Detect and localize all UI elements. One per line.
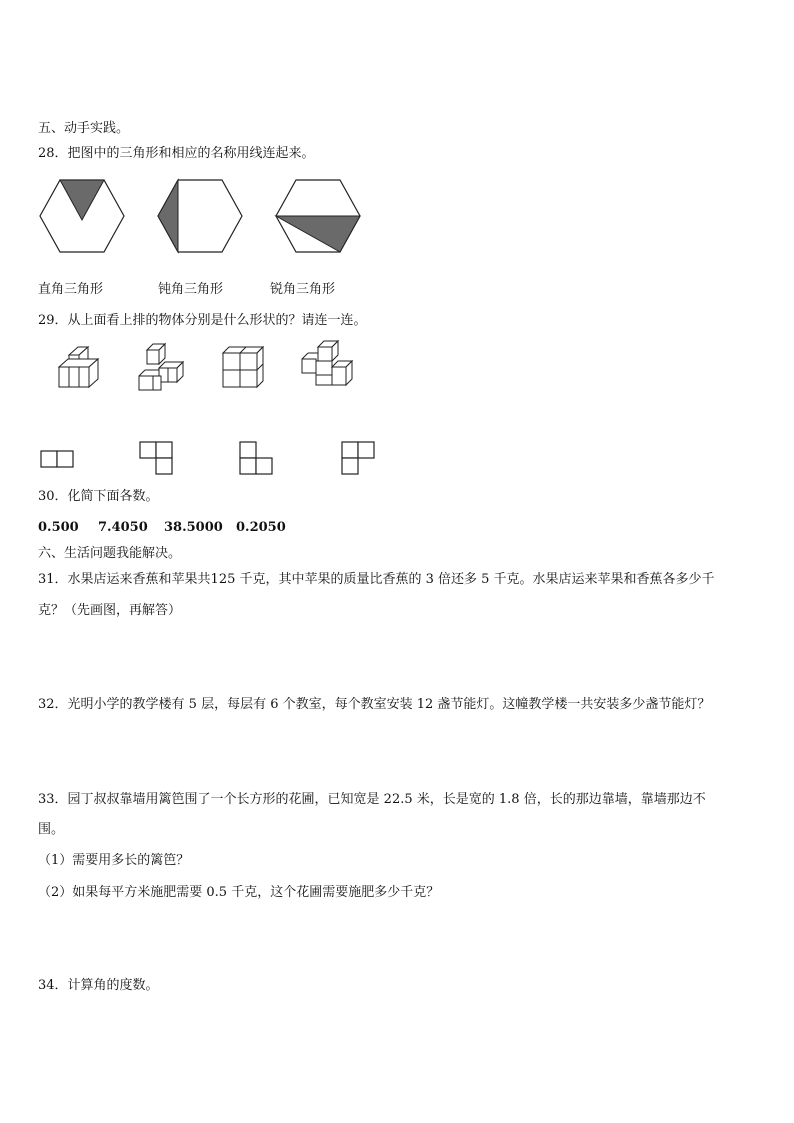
hexagon-figure-acute-triangle <box>274 176 364 256</box>
number-item-2: 7.4050 <box>98 520 148 535</box>
number-item-1: 0.500 <box>38 520 79 535</box>
top-view-shape-b <box>138 440 178 478</box>
number-item-4: 0.2050 <box>236 520 286 535</box>
label-acute-triangle: 锐角三角形 <box>270 282 336 297</box>
label-obtuse-triangle: 钝角三角形 <box>158 282 224 297</box>
label-right-triangle: 直角三角形 <box>38 282 104 297</box>
question-31-line-1: 31．水果店运来香蕉和苹果共125 千克，其中苹果的质量比香蕉的 3 倍还多 5 千克。水果店运来苹果和香蕉各多少千 <box>38 572 715 587</box>
question-33-sub-2: （2）如果每平方米施肥需要 0.5 千克，这个花圃需要施肥多少千克？ <box>38 885 440 900</box>
question-30-text: 30．化简下面各数。 <box>38 489 159 504</box>
question-28-text: 28．把图中的三角形和相应的名称用线连起来。 <box>38 146 315 161</box>
question-33-line-1: 33．园丁叔叔靠墙用篱笆围了一个长方形的花圃，已知宽是 22.5 米，长是宽的 1.8 倍，长的那边靠墙，靠墙那边不 <box>38 792 706 807</box>
top-view-shape-a <box>39 448 77 470</box>
shaded-triangle <box>158 180 178 252</box>
section-five-title: 五、动手实践。 <box>38 121 130 136</box>
cube-stack-figure-2 <box>135 340 187 396</box>
question-34-text: 34．计算角的度数。 <box>38 978 159 993</box>
cube-stack-figure-4 <box>298 337 354 393</box>
number-item-3: 38.5000 <box>164 520 223 535</box>
question-31-line-2: 克？（先画图，再解答） <box>38 603 182 618</box>
question-29-text: 29．从上面看上排的物体分别是什么形状的？请连一连。 <box>38 313 367 328</box>
cube-stack-figure-1 <box>55 343 105 393</box>
cube-stack-figure-3 <box>219 343 269 391</box>
question-33-line-2: 围。 <box>38 822 65 837</box>
top-view-shape-c <box>238 440 278 478</box>
hexagon-figure-right-triangle <box>38 176 128 256</box>
question-33-sub-1: （1）需要用多长的篱笆？ <box>38 853 190 868</box>
hexagon-figure-obtuse-triangle <box>156 176 246 256</box>
top-view-shape-d <box>340 440 380 478</box>
section-six-title: 六、生活问题我能解决。 <box>38 546 182 561</box>
question-32-text: 32．光明小学的教学楼有 5 层，每层有 6 个教室，每个教室安装 12 盏节能灯。这幢教学楼一共安装多少盏节能灯？ <box>38 697 711 712</box>
